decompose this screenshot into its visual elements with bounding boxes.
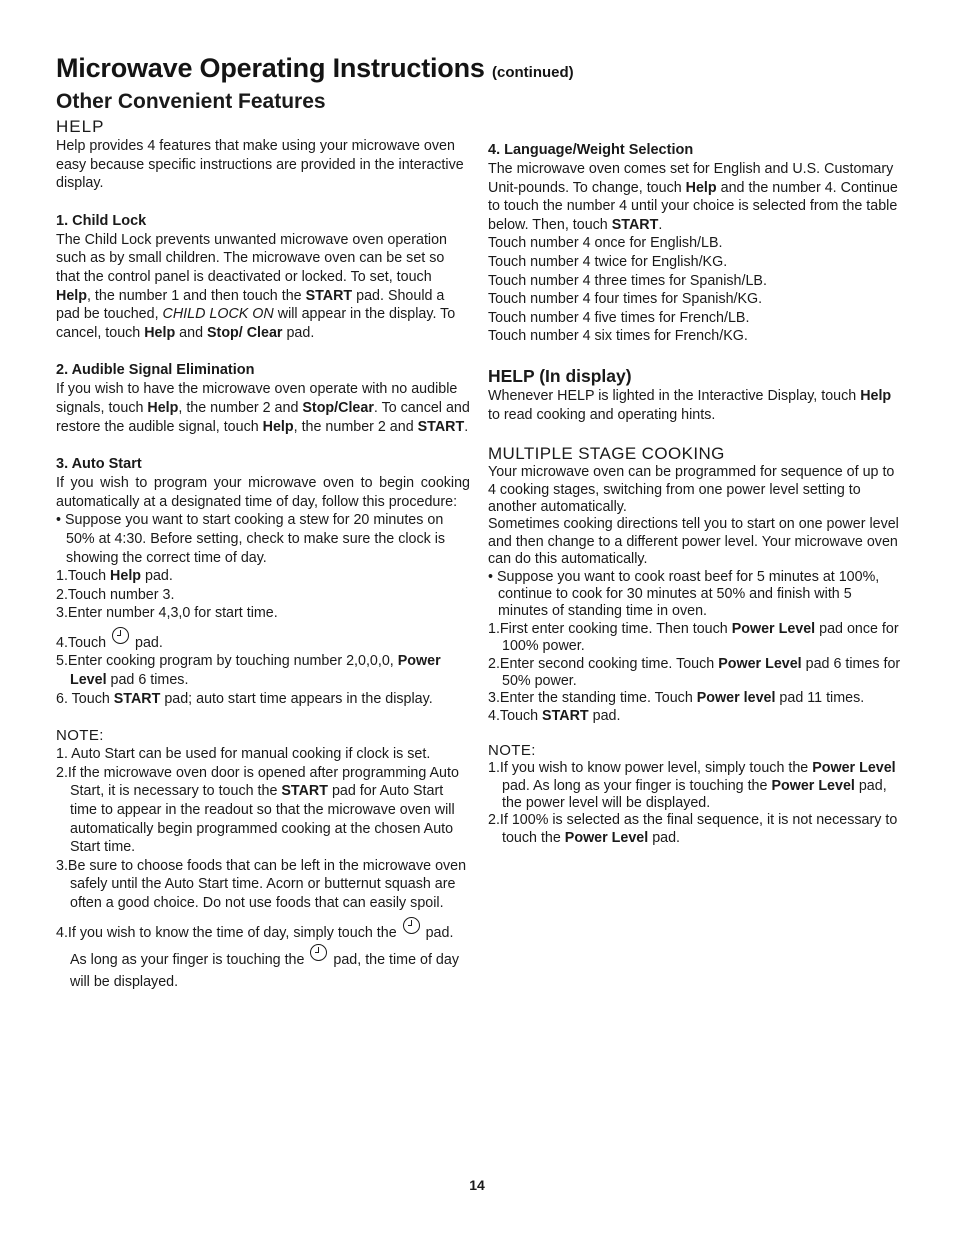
help-display-text: Whenever HELP is lighted in the Interactive Display, touch Help to read cooking and operating hints.	[488, 387, 892, 423]
multiple-stage-steps	[488, 621, 902, 725]
list-item: 2.Enter second cooking time. Touch Power Level pad 6 times for 50% power.	[488, 655, 901, 689]
page-subtitle: Other Convenient Features	[56, 90, 326, 113]
language-weight-heading: 4. Language/Weight Selection	[488, 142, 694, 158]
multiple-stage-heading: MULTIPLE STAGE COOKING	[488, 444, 725, 464]
auto-start-notes	[56, 745, 470, 992]
clock-icon	[112, 627, 129, 644]
list-item: 4.If you wish to know the time of day, simply touch the pad. As long as your finger is touching the pad, the time of day will be displayed.	[56, 917, 470, 993]
multiple-stage-note-heading: NOTE:	[488, 742, 536, 760]
auto-start-steps	[56, 567, 470, 708]
help-heading: HELP	[56, 117, 105, 136]
list-item: 1.Touch Help pad.	[56, 568, 173, 585]
clock-icon	[310, 944, 327, 961]
multiple-stage-p1: Your microwave oven can be programmed for sequence of up to 4 cooking stages, switching from one power level setting to another automatically.	[488, 464, 895, 515]
list-item: 4.Touch START pad.	[488, 707, 621, 724]
list-item: 3.Be sure to choose foods that can be left in the microwave oven safely until the Auto Start time. Acorn or butternut squash are often a good choice. Do not use foods that can easily spoil.	[56, 857, 467, 911]
help-display-heading: HELP (In display)	[488, 365, 632, 386]
list-item: 4.Touch pad.	[56, 627, 470, 653]
language-option: Touch number 4 five times for French/LB.	[488, 309, 750, 326]
list-item: 3.Enter the standing time. Touch Power level pad 11 times.	[488, 690, 865, 707]
language-option: Touch number 4 six times for French/KG.	[488, 328, 748, 345]
page-title-text: Microwave Operating Instructions	[56, 53, 485, 83]
list-item: 2.If the microwave oven door is opened after programming Auto Start, it is necessary to touch the START pad for Auto Start time to appear in the readout so that the microwave oven will automatically begin programmed cooking at the chosen Auto Start time.	[56, 764, 459, 856]
list-item: 3.Enter number 4,3,0 for start time.	[56, 605, 278, 622]
left-column	[56, 116, 470, 993]
language-weight-text: The microwave oven comes set for English and U.S. Customary Unit-pounds. To change, touch Help and the number 4. Continue to touch the number 4 until your choice is selected from the table below. Then, touch START.	[488, 161, 898, 233]
multiple-stage-bullet: • Suppose you want to cook roast beef for 5 minutes at 100%, continue to cook for 30 minutes at 50% and finish with 5 minutes of standing time in oven.	[488, 568, 880, 620]
audible-signal-heading: 2. Audible Signal Elimination	[56, 362, 255, 379]
language-option: Touch number 4 once for English/LB.	[488, 235, 723, 252]
list-item: 1.First enter cooking time. Then touch Power Level pad once for 100% power.	[488, 620, 899, 655]
help-intro: Help provides 4 features that make using your microwave oven easy because specific instructions are provided in the interactive display.	[56, 138, 464, 192]
child-lock-heading: 1. Child Lock	[56, 212, 147, 229]
language-option: Touch number 4 three times for Spanish/LB.	[488, 272, 767, 289]
audible-signal-text: If you wish to have the microwave oven operate with no audible signals, touch Help, the number 2 and Stop/Clear. To cancel and restore the audible signal, touch Help, the number 2 and START.	[56, 381, 470, 435]
page-title	[56, 52, 574, 89]
list-item: 1.If you wish to know power level, simply touch the Power Level pad. As long as your finger is touching the Power Level pad, the power level will be displayed.	[488, 760, 896, 812]
auto-start-note-heading: NOTE:	[56, 727, 104, 745]
multiple-stage-notes	[488, 760, 902, 847]
auto-start-intro: If you wish to program your microwave oven to begin cooking automatically at a designated time of day, follow this procedure:	[56, 475, 470, 510]
clock-icon	[403, 917, 420, 934]
list-item: 6. Touch START pad; auto start time appears in the display.	[56, 690, 433, 707]
language-option: Touch number 4 twice for English/KG.	[488, 253, 728, 270]
right-column	[488, 141, 902, 847]
list-item: 1. Auto Start can be used for manual cooking if clock is set.	[56, 746, 431, 763]
title-continued: (continued)	[492, 64, 574, 81]
multiple-stage-p2: Sometimes cooking directions tell you to start on one power level and then change to a different power level. Your microwave oven can do this automatically.	[488, 516, 899, 568]
list-item: 2.If 100% is selected as the final sequence, it is not necessary to touch the Power Level pad.	[488, 812, 898, 846]
language-option: Touch number 4 four times for Spanish/KG.	[488, 291, 763, 308]
multiple-stage-body	[488, 464, 902, 847]
auto-start-heading: 3. Auto Start	[56, 456, 142, 473]
list-item: 5.Enter cooking program by touching number 2,0,0,0, Power Level pad 6 times.	[56, 653, 441, 689]
page-number: 14	[469, 1177, 485, 1193]
page-header	[56, 52, 574, 115]
list-item: 2.Touch number 3.	[56, 586, 175, 603]
child-lock-text: The Child Lock prevents unwanted microwave oven operation such as by small children. The microwave oven can be set so that the control panel is deactivated or locked. To set, touch Help, the number 1 and then touch the START pad. Should a pad be touched, CHILD LOCK ON will appear in the display. To cancel, touch Help and Stop/ Clear pad.	[56, 231, 456, 341]
auto-start-bullet: • Suppose you want to start cooking a stew for 20 minutes on 50% at 4:30. Before setting, check to make sure the clock is showing the correct time of day.	[56, 512, 446, 566]
